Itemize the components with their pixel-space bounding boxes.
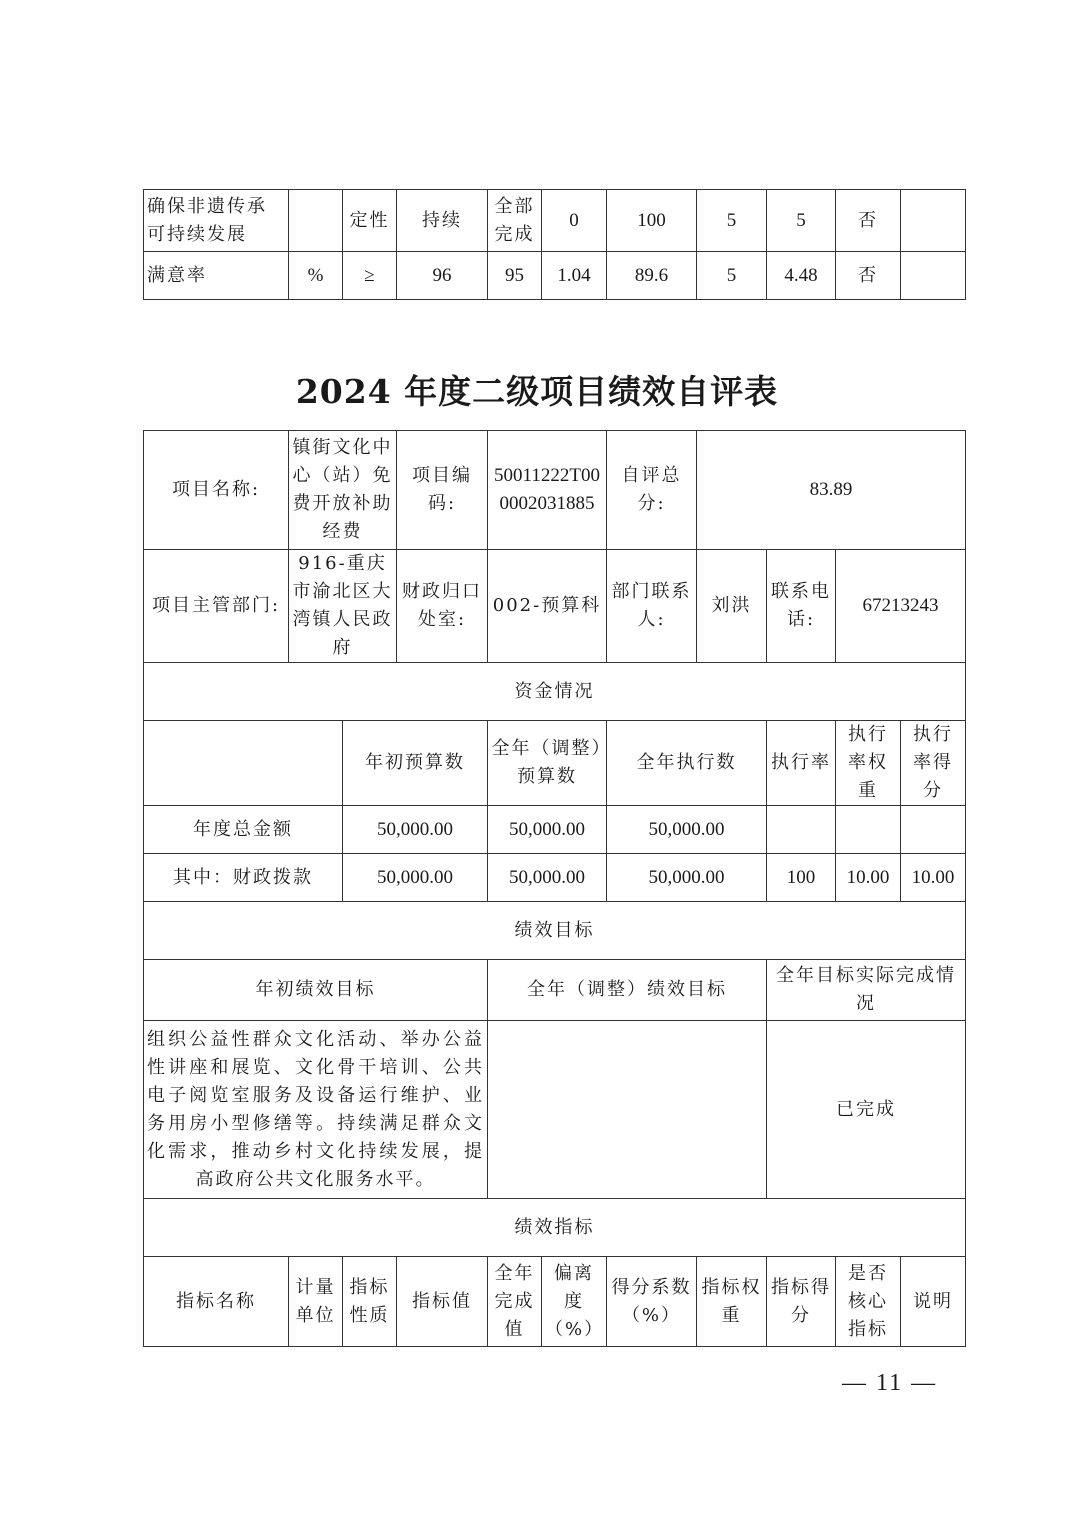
header-coef: 得分系数（%） [607, 1257, 697, 1347]
indicator-nature: 定性 [343, 190, 397, 252]
table-row [144, 806, 966, 854]
self-evaluation-table [143, 430, 966, 1347]
funds-header-adjusted: 全年（调整）预算数 [488, 721, 607, 806]
indicator-unit: % [289, 252, 343, 300]
funds-executed: 50,000.00 [607, 806, 767, 854]
goals-header-adjusted: 全年（调整）绩效目标 [488, 960, 767, 1021]
indicator-actual: 全部完成 [488, 190, 542, 252]
header-actual: 全年完成值 [488, 1257, 542, 1347]
funds-adjusted: 50,000.00 [488, 854, 607, 902]
self-score-label: 自评总分: [607, 431, 697, 550]
funds-rate [767, 806, 836, 854]
funds-header-rate: 执行率 [767, 721, 836, 806]
header-score: 指标得分 [767, 1257, 836, 1347]
funds-row-label: 年度总金额 [144, 806, 343, 854]
goals-section-title: 绩效目标 [144, 902, 966, 960]
indicator-nature: ≥ [343, 252, 397, 300]
goals-adjusted-text [488, 1021, 767, 1199]
funds-score [901, 806, 966, 854]
indicator-weight: 5 [697, 252, 767, 300]
funds-score: 10.00 [901, 854, 966, 902]
header-weight: 指标权重 [697, 1257, 767, 1347]
dept-value: 916-重庆市渝北区大湾镇人民政府 [289, 550, 397, 663]
header-note: 说明 [901, 1257, 966, 1347]
project-name-value: 镇街文化中心（站）免费开放补助经费 [289, 431, 397, 550]
funds-weight: 10.00 [836, 854, 901, 902]
funds-weight [836, 806, 901, 854]
indicator-target: 96 [397, 252, 488, 300]
finance-label: 财政归口处室: [397, 550, 488, 663]
header-value: 指标值 [397, 1257, 488, 1347]
indicator-unit [289, 190, 343, 252]
indicator-core: 否 [836, 190, 901, 252]
indicator-score: 4.48 [767, 252, 836, 300]
indicator-core: 否 [836, 252, 901, 300]
indicator-continuation-table [143, 189, 966, 300]
funds-header-score: 执行率得分 [901, 721, 966, 806]
indicators-header-row [144, 1257, 966, 1347]
project-info-row [144, 431, 966, 550]
goals-content-row [144, 1021, 966, 1199]
self-score-value: 83.89 [697, 431, 966, 550]
header-unit: 计量单位 [289, 1257, 343, 1347]
goals-section-row [144, 902, 966, 960]
indicator-note [901, 252, 966, 300]
dept-label: 项目主管部门: [144, 550, 289, 663]
indicator-weight: 5 [697, 190, 767, 252]
goals-actual-text: 已完成 [767, 1021, 966, 1199]
indicator-actual: 95 [488, 252, 542, 300]
funds-adjusted: 50,000.00 [488, 806, 607, 854]
funds-header-initial: 年初预算数 [343, 721, 488, 806]
page-number: — 11 — [842, 1370, 938, 1396]
header-indicator-name: 指标名称 [144, 1257, 289, 1347]
funds-section-row [144, 663, 966, 721]
table-row [144, 190, 966, 252]
funds-header-row [144, 721, 966, 806]
goals-header-actual: 全年目标实际完成情况 [767, 960, 966, 1021]
indicator-coef: 100 [607, 190, 697, 252]
header-deviation: 偏离度（%） [542, 1257, 607, 1347]
funds-rate: 100 [767, 854, 836, 902]
funds-header-blank [144, 721, 343, 806]
funds-initial: 50,000.00 [343, 806, 488, 854]
indicators-section-title: 绩效指标 [144, 1199, 966, 1257]
phone-value: 67213243 [836, 550, 966, 663]
indicator-deviation: 1.04 [542, 252, 607, 300]
indicator-coef: 89.6 [607, 252, 697, 300]
indicator-note [901, 190, 966, 252]
table-row [144, 252, 966, 300]
table-row [144, 854, 966, 902]
funds-header-weight: 执行率权重 [836, 721, 901, 806]
indicator-deviation: 0 [542, 190, 607, 252]
goals-header-initial: 年初绩效目标 [144, 960, 488, 1021]
indicators-section-row [144, 1199, 966, 1257]
indicator-target: 持续 [397, 190, 488, 252]
contact-label: 部门联系人: [607, 550, 697, 663]
goals-initial-text: 组织公益性群众文化活动、举办公益性讲座和展览、文化骨干培训、公共电子阅览室服务及设备运行维护、业务用房小型修缮等。持续满足群众文化需求，推动乡村文化持续发展，提高政府公共文化服务水平。 [144, 1021, 488, 1199]
funds-section-title: 资金情况 [144, 663, 966, 721]
header-nature: 指标性质 [343, 1257, 397, 1347]
indicator-name: 确保非遗传承可持续发展 [144, 190, 289, 252]
contact-value: 刘洪 [697, 550, 767, 663]
funds-executed: 50,000.00 [607, 854, 767, 902]
funds-header-executed: 全年执行数 [607, 721, 767, 806]
funds-initial: 50,000.00 [343, 854, 488, 902]
project-code-label: 项目编码: [397, 431, 488, 550]
indicator-score: 5 [767, 190, 836, 252]
indicator-name: 满意率 [144, 252, 289, 300]
phone-label: 联系电话: [767, 550, 836, 663]
finance-value: 002-预算科 [488, 550, 607, 663]
goals-header-row [144, 960, 966, 1021]
department-row [144, 550, 966, 663]
project-code-value: 50011222T000002031885 [488, 431, 607, 550]
header-core: 是否核心指标 [836, 1257, 901, 1347]
funds-row-label: 其中：财政拨款 [144, 854, 343, 902]
project-name-label: 项目名称: [144, 431, 289, 550]
page-title: 2024 年度二级项目绩效自评表 [295, 372, 779, 411]
